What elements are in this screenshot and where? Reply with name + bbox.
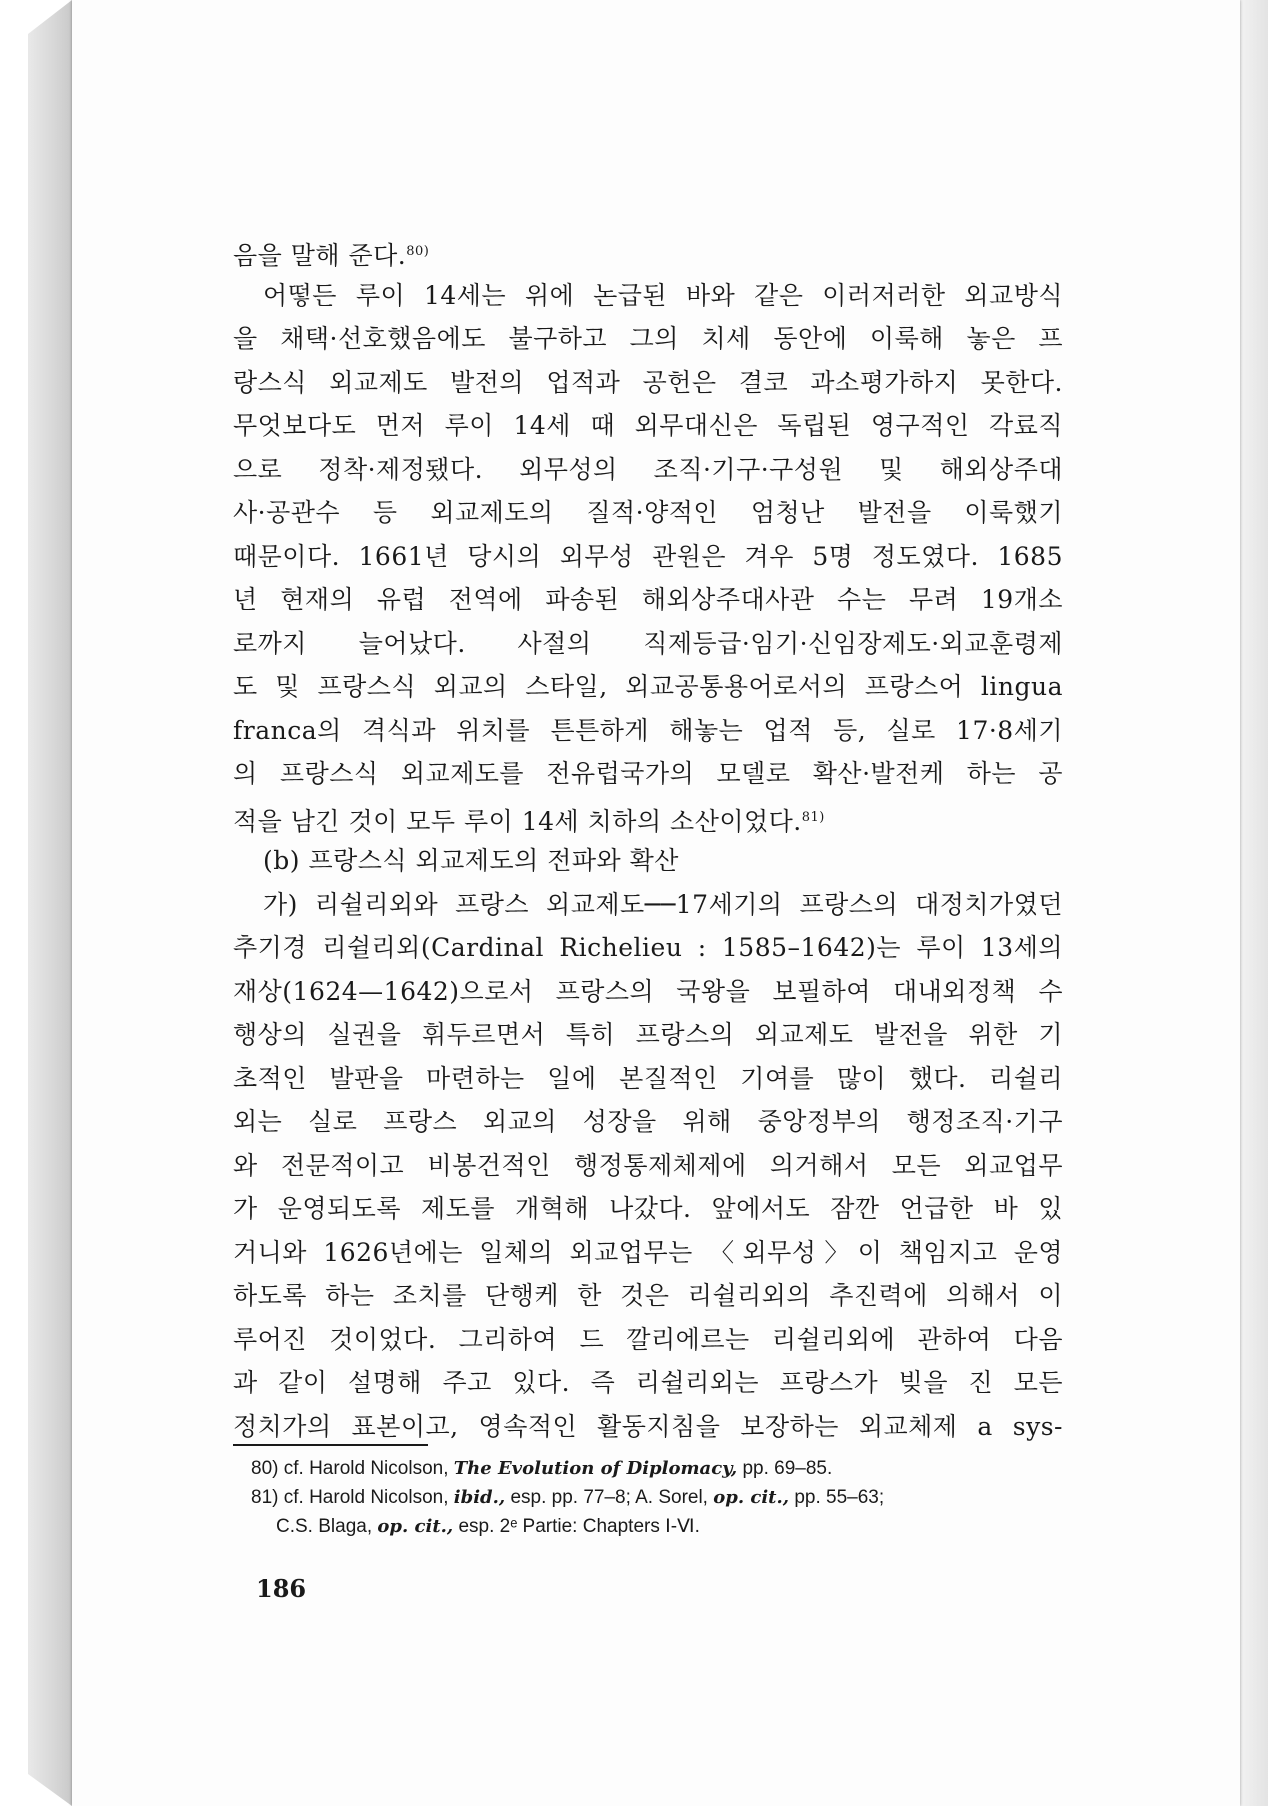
- text-line-content: 무엇보다도 먼저 루이 14세 때 외무대신은 독립된 영구적인 각료직: [233, 411, 1063, 440]
- footnotes: [233, 1444, 1063, 1541]
- footnote-text: cf. Harold Nicolson,: [283, 1458, 449, 1479]
- footnote-rule: [233, 1444, 428, 1446]
- footnote-80: [233, 1454, 1063, 1483]
- footnote-number: 80): [251, 1458, 279, 1479]
- text-line-content: 음을 말해 준다.: [233, 241, 407, 270]
- text-line: [233, 404, 1063, 448]
- footnote-book-title: The Evolution of Diplomacy,: [453, 1458, 738, 1479]
- text-line: [233, 535, 1063, 579]
- text-line: [233, 1231, 1063, 1275]
- page-number: 186: [256, 1574, 307, 1603]
- text-line-content: 루어진 것이었다. 그리하여 드 깔리에르는 리쉴리외에 관하여 다음: [233, 1324, 1063, 1354]
- text-line-content: 과 같이 설명해 주고 있다. 즉 리쉴리외는 프랑스가 빚을 진 모든: [233, 1368, 1063, 1397]
- text-line: [233, 1013, 1063, 1057]
- text-line: [233, 752, 1063, 796]
- footnote-reference: 80): [406, 244, 430, 259]
- body-text: [233, 230, 1063, 1448]
- footnote-text: esp. pp. 77–8; A. Sorel,: [510, 1487, 708, 1508]
- text-line-content: 거니와 1626년에는 일체의 외교업무는 〈외무성〉이 책임지고 운영: [233, 1237, 1063, 1267]
- text-line: [233, 274, 1063, 318]
- footnote-text: cf. Harold Nicolson,: [283, 1487, 449, 1508]
- text-line: [233, 709, 1063, 753]
- text-line: [233, 926, 1063, 970]
- footnote-reference: 81): [801, 809, 825, 825]
- text-line: [233, 1100, 1063, 1144]
- text-line-content: 년 현재의 유럽 전역에 파송된 해외상주대사관 수는 무려 19개소: [233, 585, 1063, 614]
- text-line: [233, 796, 1063, 840]
- footnote-number: 81): [251, 1487, 279, 1508]
- text-line: [233, 1274, 1063, 1318]
- text-line-content: 적을 남긴 것이 모두 루이 14세 치하의 소산이었다.: [233, 806, 802, 836]
- text-line: [233, 970, 1063, 1014]
- text-line: [233, 1187, 1063, 1231]
- text-line: [233, 622, 1063, 666]
- text-line: [233, 1144, 1063, 1188]
- text-line-content: 하도록 하는 조치를 단행케 한 것은 리쉴리외의 추진력에 의해서 이: [233, 1281, 1063, 1310]
- text-line-content: 가) 리쉴리외와 프랑스 외교제도──17세기의 프랑스의 대정치가였던: [263, 889, 1063, 919]
- footnote-opcit: op. cit.,: [713, 1487, 790, 1508]
- text-line-content: 랑스식 외교제도 발전의 업적과 공헌은 결코 과소평가하지 못한다.: [233, 367, 1063, 397]
- text-line-content: (b) 프랑스식 외교제도의 전파와 확산: [263, 846, 679, 875]
- text-line: [233, 665, 1063, 709]
- text-line: [233, 317, 1063, 361]
- footnote-81: [233, 1483, 1063, 1512]
- footnote-pages: pp. 55–63;: [794, 1487, 885, 1508]
- text-line-content: 로까지 늘어났다. 사절의 직제등급·임기·신임장제도·외교훈령제: [233, 628, 1063, 658]
- text-line-content: 초적인 발판을 마련하는 일에 본질적인 기여를 많이 했다. 리쉴리: [233, 1063, 1063, 1093]
- text-line: [233, 1318, 1063, 1362]
- text-line: [233, 578, 1063, 622]
- text-line-content: 의 프랑스식 외교제도를 전유럽국가의 모델로 확산·발전케 하는 공: [233, 759, 1063, 788]
- footnote-opcit: op. cit.,: [377, 1516, 454, 1537]
- text-line-content: 행상의 실권을 휘두르면서 특히 프랑스의 외교제도 발전을 위한 기: [233, 1020, 1063, 1049]
- text-line-content: 와 전문적이고 비봉건적인 행정통제체제에 의거해서 모든 외교업무: [233, 1150, 1063, 1180]
- page-edge: [1240, 0, 1268, 1806]
- text-line-content: 때문이다. 1661년 당시의 외무성 관원은 겨우 5명 정도였다. 1685: [233, 541, 1063, 571]
- text-line-content: 도 및 프랑스식 외교의 스타일, 외교공통용어로서의 프랑스어 lingua: [233, 672, 1063, 701]
- text-line: [233, 448, 1063, 492]
- footnote-text: esp. 2ᵉ Partie: Chapters Ⅰ-Ⅵ.: [458, 1516, 700, 1537]
- text-line-content: 추기경 리쉴리외(Cardinal Richelieu : 1585–1642)는 루이 13세의: [233, 933, 1063, 962]
- footnote-text: C.S. Blaga,: [276, 1516, 373, 1537]
- text-line: [233, 839, 1063, 883]
- text-line: [233, 230, 1063, 274]
- footnote-81-continued: [233, 1512, 1063, 1541]
- footnote-pages: pp. 69–85.: [742, 1458, 833, 1479]
- footnote-ibid: ibid.,: [453, 1487, 506, 1508]
- text-line-content: 외는 실로 프랑스 외교의 성장을 위해 중앙정부의 행정조직·기구: [233, 1107, 1063, 1136]
- text-line: [233, 1361, 1063, 1405]
- text-line: [233, 1405, 1063, 1449]
- text-line-content: franca의 격식과 위치를 튼튼하게 해놓는 업적 등, 실로 17·8세기: [233, 715, 1063, 745]
- text-line-content: 재상(1624—1642)으로서 프랑스의 국왕을 보필하여 대내외정책 수: [233, 976, 1063, 1006]
- text-line-content: 사·공관수 등 외교제도의 질적·양적인 엄청난 발전을 이룩했기: [233, 498, 1063, 527]
- text-line-content: 정치가의 표본이고, 영속적인 활동지침을 보장하는 외교체제 a sys-: [233, 1411, 1063, 1441]
- book-spine: [28, 0, 72, 1806]
- text-line-content: 어떻든 루이 14세는 위에 논급된 바와 같은 이러저러한 외교방식: [263, 280, 1063, 310]
- text-line-content: 으로 정착·제정됐다. 외무성의 조직·기구·구성원 및 해외상주대: [233, 454, 1063, 484]
- text-line: [233, 491, 1063, 535]
- text-line: [233, 361, 1063, 405]
- text-line: [233, 883, 1063, 927]
- text-line: [233, 1057, 1063, 1101]
- text-line-content: 가 운영되도록 제도를 개혁해 나갔다. 앞에서도 잠깐 언급한 바 있: [233, 1194, 1063, 1223]
- text-line-content: 을 채택·선호했음에도 불구하고 그의 치세 동안에 이룩해 놓은 프: [233, 324, 1063, 353]
